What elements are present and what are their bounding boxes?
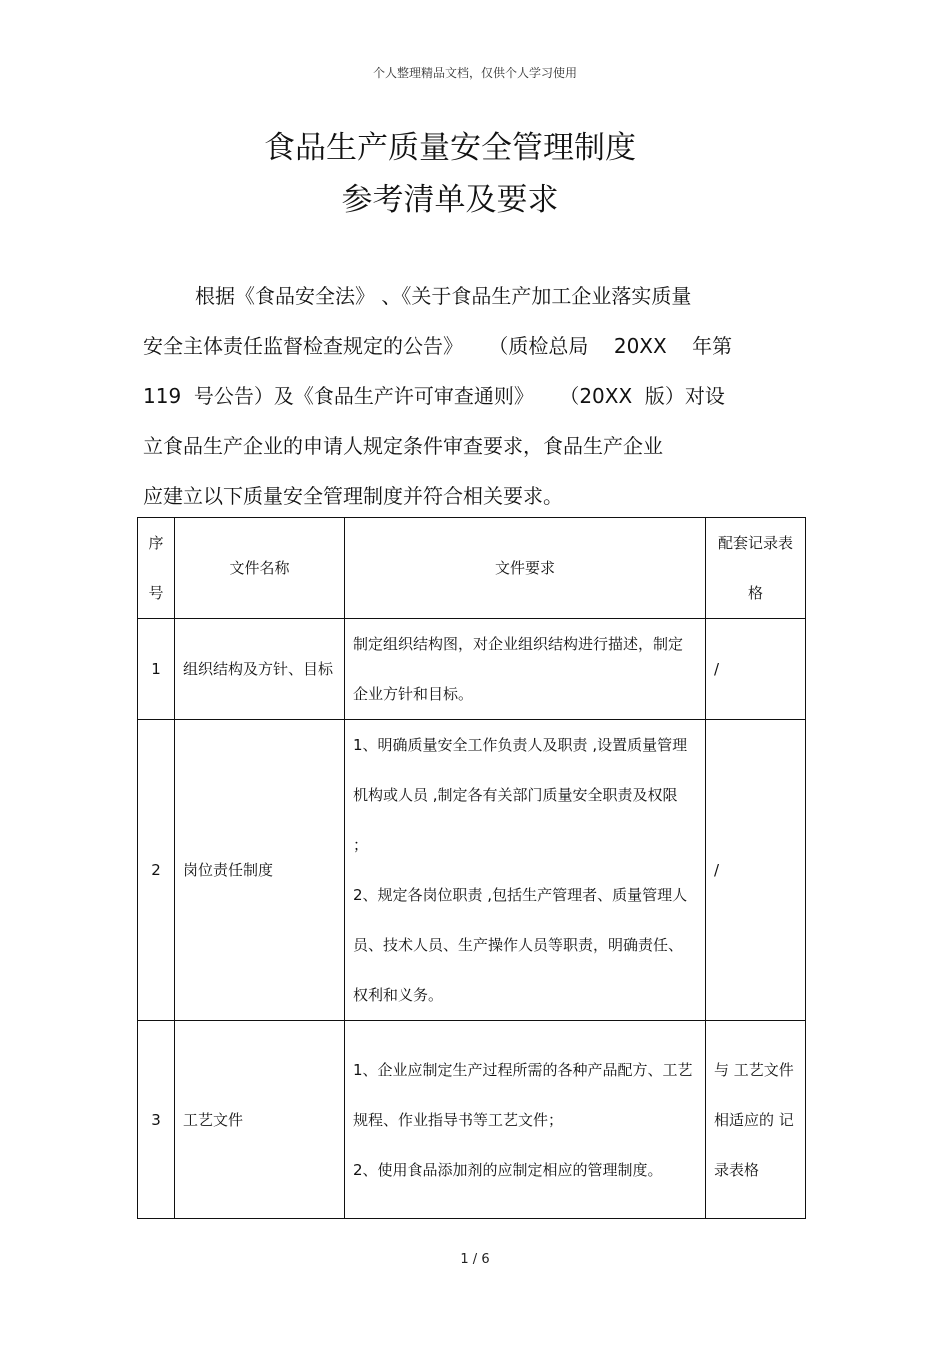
- row-form: /: [706, 720, 806, 1021]
- table-row: [138, 720, 806, 1021]
- intro-line: 应建立以下质量安全管理制度并符合相关要求。: [143, 484, 563, 508]
- row-form: /: [706, 619, 806, 720]
- requirement-item: 制定组织结构图，对企业组织结构进行描述，制定企业方针和目标。: [353, 635, 684, 703]
- row-requirement: [345, 720, 706, 1021]
- row-requirement: [345, 619, 706, 720]
- row-seq: 2: [138, 720, 175, 1021]
- page-number: 1 / 6: [460, 1252, 490, 1267]
- intro-line: 立食品生产企业的申请人规定条件审查要求，食品生产企业: [143, 434, 663, 458]
- requirement-item: 2、使用食品添加剂的应制定相应的管理制度。: [353, 1160, 663, 1179]
- header-form: 配套记录表格: [706, 518, 806, 619]
- header-note: 个人整理精品文档，仅供个人学习使用: [372, 66, 577, 80]
- document-title-line1: 食品生产质量安全管理制度: [264, 130, 636, 166]
- table-row: [138, 619, 806, 720]
- header-requirement: 文件要求: [345, 518, 706, 619]
- document-title-line2: 参考清单及要求: [341, 182, 559, 218]
- intro-line: 119 号公告）及《食品生产许可审查通则》 （20XX 版）对设: [143, 384, 725, 408]
- header-name: 文件名称: [175, 518, 345, 619]
- row-name: 岗位责任制度: [175, 720, 345, 1021]
- header-seq: 序号: [138, 518, 175, 619]
- row-seq: 3: [138, 1021, 175, 1219]
- intro-line: 安全主体责任监督检查规定的公告》 （质检总局 20XX 年第: [143, 334, 733, 358]
- row-seq: 1: [138, 619, 175, 720]
- row-requirement: [345, 1021, 706, 1219]
- row-name: 组织结构及方针、目标: [175, 619, 345, 720]
- table-header-row: [138, 518, 806, 619]
- requirement-item: 1、明确质量安全工作负责人及职责 ,设置质量管理机构或人员 ,制定各有关部门质量安全职责及权限 ；: [353, 736, 688, 854]
- row-name: 工艺文件: [175, 1021, 345, 1219]
- row-form: 与 工艺文件 相适应的 记录表格: [706, 1021, 806, 1219]
- intro-line: 根据《食品安全法》 、《关于食品生产加工企业落实质量: [195, 284, 692, 308]
- requirement-item: 1、企业应制定生产过程所需的各种产品配方、工艺规程、作业指导书等工艺文件；: [353, 1060, 693, 1129]
- table-row: [138, 1021, 806, 1219]
- requirement-item: 2、规定各岗位职责 ,包括生产管理者、质量管理人员、技术人员、生产操作人员等职责，明确责任、权利和义务。: [353, 886, 688, 1004]
- requirements-table: [137, 517, 806, 1219]
